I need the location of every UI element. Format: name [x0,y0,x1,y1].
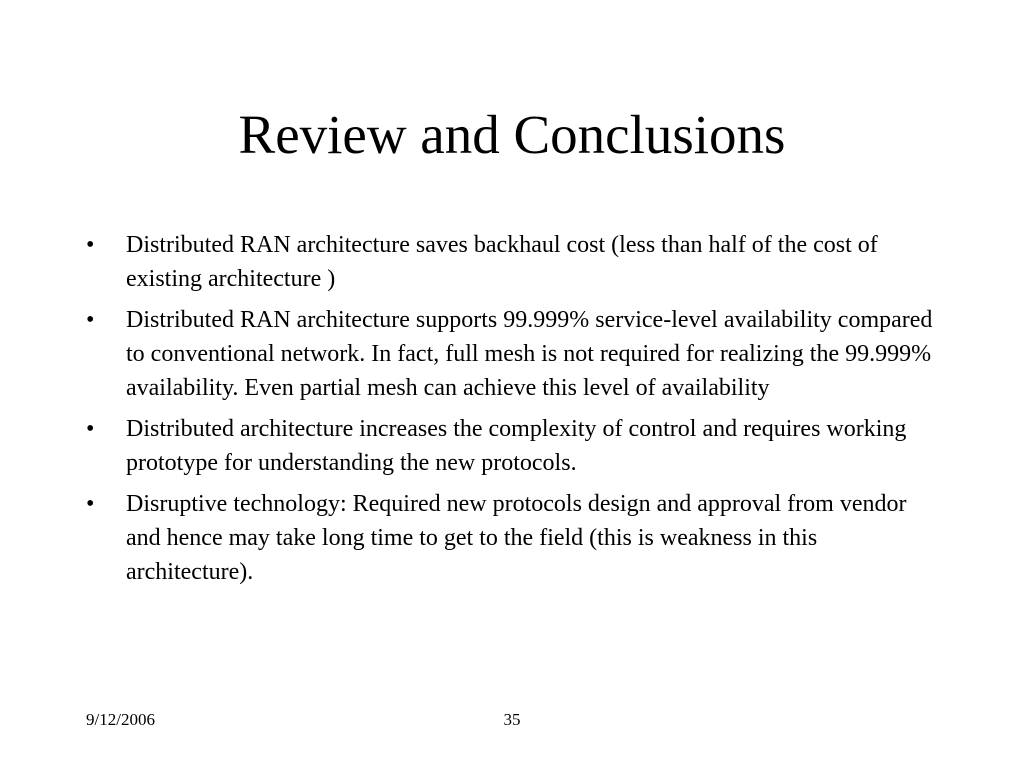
bullet-text: Distributed RAN architecture supports 99.999% service-level availability compared to conventional network. In fact, full mesh is not required for realizing the 99.999% availability. Even partial mesh can achieve this level of availability [126,307,933,401]
bullet-text: Distributed architecture increases the complexity of control and requires working prototype for understanding the new protocols. [126,416,907,476]
footer-page-number: 35 [503,710,521,729]
bullet-text: Disruptive technology: Required new protocols design and approval from vendor and hence may take long time to get to the field (this is weakness in this architecture). [126,491,907,585]
slide-title: Review and Conclusions [238,104,786,165]
footer-date: 9/12/2006 [86,710,155,729]
bullet-marker: • [86,416,95,442]
bullet-item [86,228,946,296]
bullet-item [86,412,946,480]
bullet-item [86,487,946,589]
bullet-text: Distributed RAN architecture saves backhaul cost (less than half of the cost of existing architecture ) [126,232,878,292]
bullet-list [86,228,946,596]
bullet-item [86,303,946,405]
bullet-marker: • [86,307,95,333]
bullet-marker: • [86,232,95,258]
bullet-marker: • [86,491,95,517]
